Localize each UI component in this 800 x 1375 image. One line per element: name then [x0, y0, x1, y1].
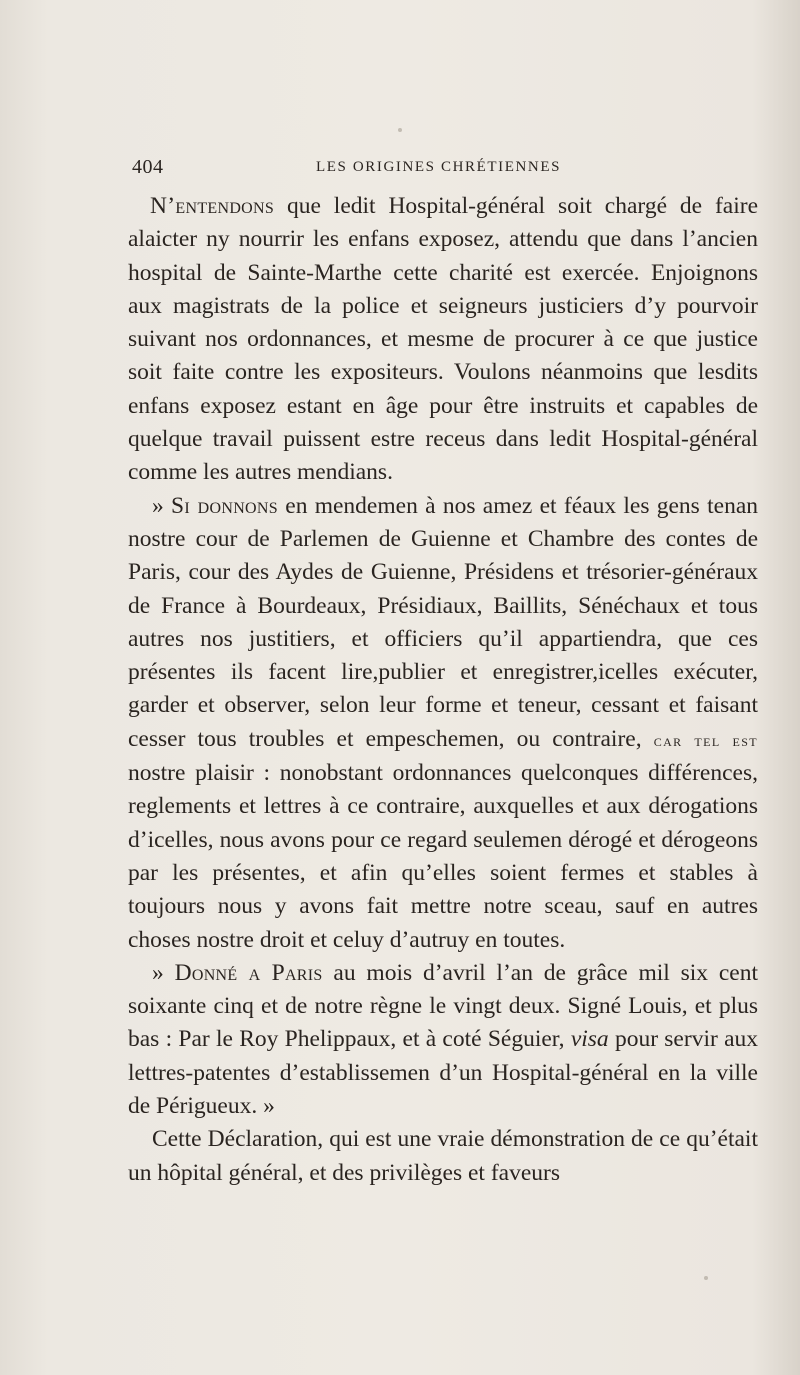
paragraph-3-lead: Donné a Paris — [174, 959, 323, 986]
running-title: LES ORIGINES CHRÉTIENNES — [316, 159, 562, 175]
quote-mark: » — [152, 959, 175, 986]
paragraph-2-caps: car tel est — [653, 730, 758, 750]
paragraph-3-italic: visa — [570, 1026, 609, 1053]
paragraph-3 — [128, 957, 758, 1123]
paragraph-1-text: que ledit Hospital-général soit chargé de faire alaicter ny nourrir les enfans exposez, attendu que dans l’ancien hospital de Sainte-Marthe cette charité est exercée. Enjoignons aux magistrats de la police et seigneurs justiciers d’y pourvoir suivant nos ordonnances, et mesme de procurer à ce que justice soit faite contre les expositeurs. Voulons néanmoins que lesdits enfans exposez estant en âge pour être instruits et capables de quelque travail puissent estre receus dans ledit Hospital-général comme les autres mendians. — [128, 193, 758, 486]
paragraph-2 — [128, 490, 758, 957]
page-number: 404 — [132, 156, 164, 178]
paragraph-3-text: au mois d’avril l’an de grâce mil six cent soixante cinq et de notre règne le vingt deux. Signé Louis, et plus bas : Par le Roy Phelippaux, et à coté Séguier, — [128, 959, 758, 1053]
paragraph-4-text: Cette Déclaration, qui est une vraie démonstration de ce qu’était un hôpital général, et des privilèges et faveurs — [128, 1126, 758, 1186]
quote-mark: » — [152, 492, 172, 519]
paragraph-1-lead: N’entendons — [150, 193, 275, 219]
paragraph-4 — [128, 1123, 758, 1190]
page-header — [132, 156, 756, 186]
paragraph-2-text-continued: nostre plaisir : nonobstant ordonnances quelconques différences, reglements et lettres à ce contraire, auxquelles et aux dérogations d’icelles, nous avons pour ce regard seulemen dérogé et dérogeons par les présentes, et afin qu’elles soient fermes et stables à toujours nous y avons fait mettre notre sceau, sauf en autres choses nostre droit et celuy d’autruy en toutes. — [128, 760, 758, 953]
paragraph-2-lead: Si donnons — [171, 492, 278, 519]
body-text — [128, 190, 758, 1190]
paragraph-1 — [128, 190, 758, 490]
paragraph-3-text-continued: pour servir aux lettres-patentes d’establissemen d’un Hospital-général en la ville de Périgueux. » — [128, 1026, 758, 1120]
paper-speck — [398, 128, 402, 132]
paragraph-2-text: en mendemen à nos amez et féaux les gens tenan nostre cour de Parlemen de Guienne et Chambre des contes de Paris, cour des Aydes de Guienne, Présidens et trésorier-généraux de France à Bourdeaux, Présidiaux, Baillits, Sénéchaux et tous autres nos justitiers, et officiers qu’il appartiendra, que ces présentes ils facent lire,publier et enregistrer,icelles exécuter, garder et observer, selon leur forme et teneur, cessant et faisant cesser tous troubles et empeschemen, ou contraire, — [128, 492, 759, 752]
paper-speck — [704, 1276, 708, 1280]
